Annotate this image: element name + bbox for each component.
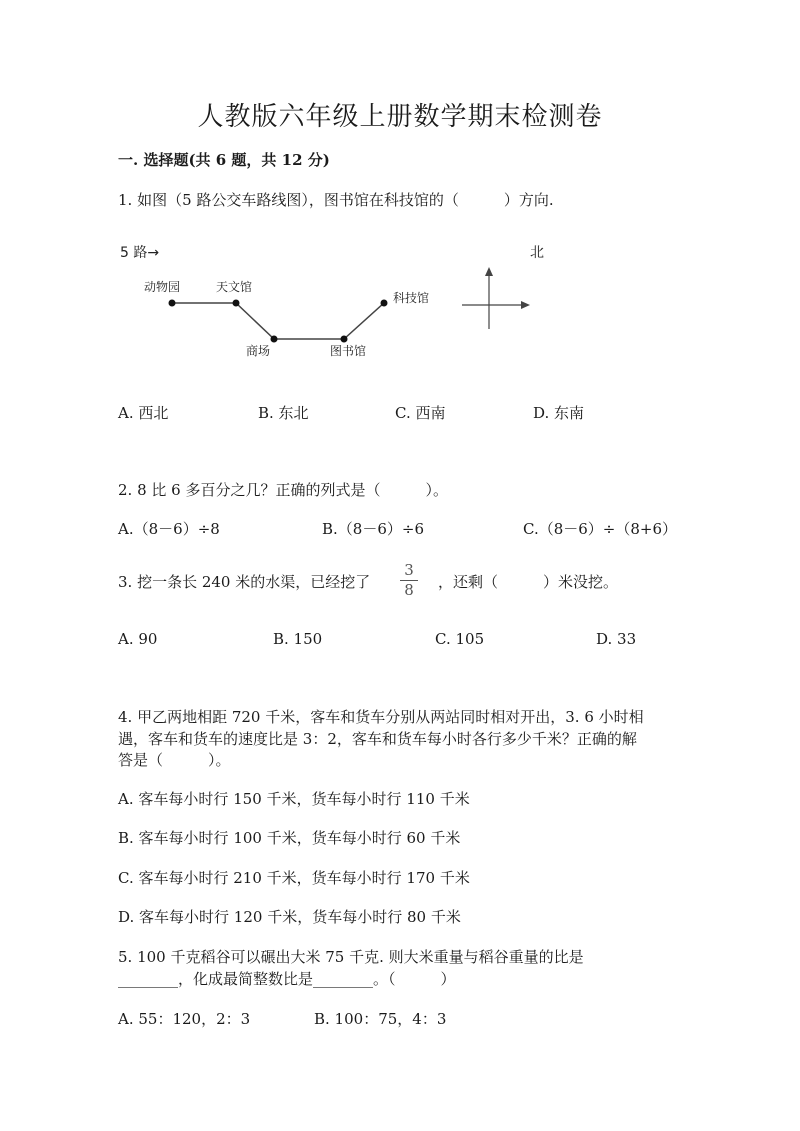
route-label: 5 路→ bbox=[120, 245, 160, 261]
q5-option-a: A. 55：120，2：3 bbox=[118, 1010, 251, 1028]
q3-option-c: C. 105 bbox=[435, 630, 485, 648]
question-4-line-3: 答是（ ）。 bbox=[118, 751, 231, 769]
question-1-text: 1. 如图（5 路公交车路线图），图书馆在科技馆的（ ）方向. bbox=[118, 191, 554, 209]
north-label: 北 bbox=[530, 245, 544, 261]
section-heading: 一. 选择题(共 6 题，共 12 分) bbox=[118, 151, 330, 169]
stop-label-science-museum: 科技馆 bbox=[393, 291, 430, 305]
q4-option-b: B. 客车每小时行 100 千米，货车每小时行 60 千米 bbox=[118, 829, 461, 847]
compass-icon bbox=[462, 267, 530, 329]
question-3-text: 3. 挖一条长 240 米的水渠，已经挖了 bbox=[118, 573, 371, 591]
q4-option-a: A. 客车每小时行 150 千米，货车每小时行 110 千米 bbox=[118, 790, 470, 808]
q2-option-a: A.（8－6）÷8 bbox=[118, 520, 220, 538]
fraction-numerator: 3 bbox=[404, 561, 414, 579]
question-5-line-1: 5. 100 千克稻谷可以碾出大米 75 千克. 则大米重量与稻谷重量的比是 bbox=[118, 948, 584, 966]
q1-option-b: B. 东北 bbox=[258, 404, 309, 422]
q2-option-c: C.（8－6）÷（8+6） bbox=[523, 520, 678, 538]
q3-option-d: D. 33 bbox=[596, 630, 637, 648]
fraction-three-eighths bbox=[398, 562, 420, 599]
q1-option-d: D. 东南 bbox=[533, 404, 585, 422]
q5-option-b: B. 100：75，4：3 bbox=[314, 1010, 447, 1028]
stop-label-mall: 商场 bbox=[246, 344, 271, 358]
stop-dot-mall bbox=[271, 336, 278, 343]
stop-dot-science-museum bbox=[381, 300, 388, 307]
q1-option-c: C. 西南 bbox=[395, 404, 446, 422]
stop-dot-zoo bbox=[169, 300, 176, 307]
route-line bbox=[172, 303, 384, 339]
stop-label-zoo: 动物园 bbox=[144, 280, 181, 294]
stop-dot-planetarium bbox=[233, 300, 240, 307]
q2-option-b: B.（8－6）÷6 bbox=[322, 520, 424, 538]
question-3-text-end: ，还剩（ ）米没挖。 bbox=[438, 573, 619, 591]
q3-option-a: A. 90 bbox=[118, 630, 158, 648]
question-5-line-2: ________，化成最简整数比是________。（ ） bbox=[118, 970, 456, 988]
question-2-text: 2. 8 比 6 多百分之几？正确的列式是（ ）。 bbox=[118, 481, 448, 499]
q4-option-c: C. 客车每小时行 210 千米，货车每小时行 170 千米 bbox=[118, 869, 470, 887]
question-4-line-2: 遇，客车和货车的速度比是 3：2，客车和货车每小时各行多少千米？正确的解 bbox=[118, 730, 637, 748]
stop-label-planetarium: 天文馆 bbox=[216, 280, 253, 294]
page-title: 人教版六年级上册数学期末检测卷 bbox=[197, 102, 603, 132]
stop-dot-library bbox=[341, 336, 348, 343]
stop-label-library: 图书馆 bbox=[330, 344, 367, 358]
q4-option-d: D. 客车每小时行 120 千米，货车每小时行 80 千米 bbox=[118, 908, 461, 926]
question-4-line-1: 4. 甲乙两地相距 720 千米，客车和货车分别从两站同时相对开出，3. 6 小时相 bbox=[118, 708, 644, 726]
fraction-denominator: 8 bbox=[404, 581, 414, 599]
q1-option-a: A. 西北 bbox=[118, 404, 169, 422]
q3-option-b: B. 150 bbox=[273, 630, 323, 648]
bus-route-map bbox=[110, 235, 550, 365]
